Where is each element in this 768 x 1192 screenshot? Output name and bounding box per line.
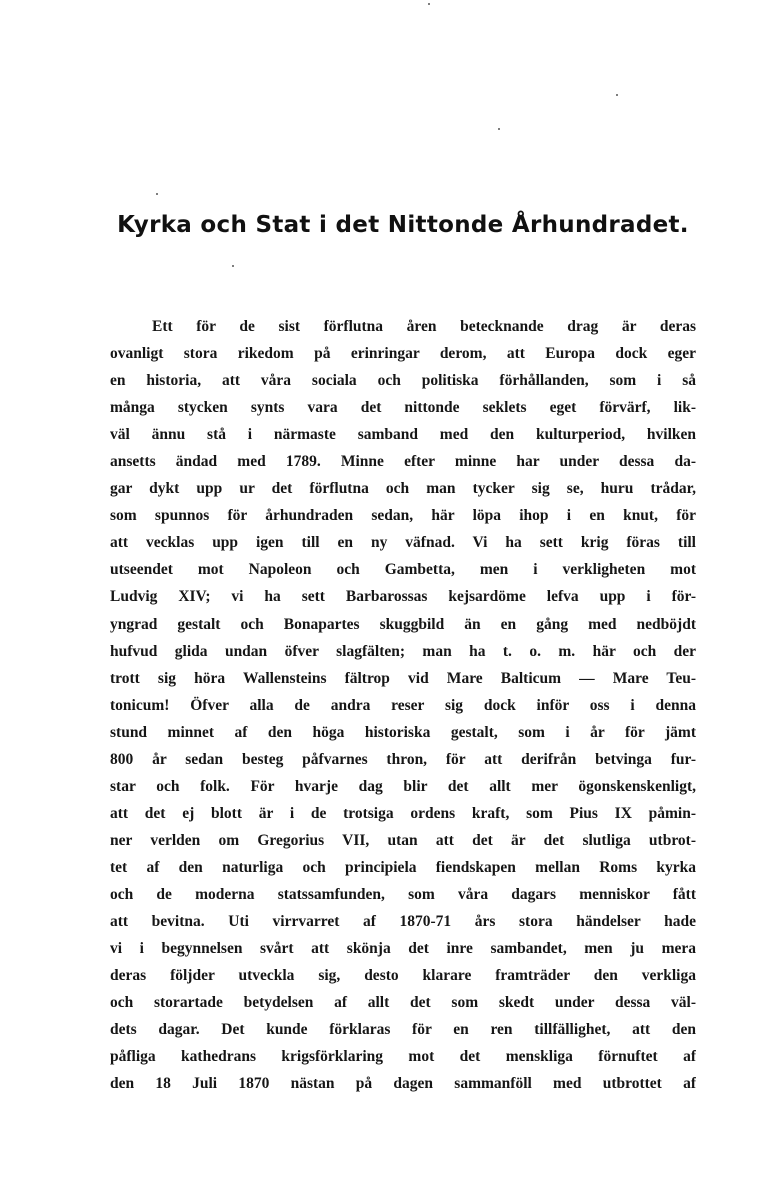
text-line: ner verlden om Gregorius VII, utan att det är det slutliga utbrot- bbox=[110, 831, 696, 849]
body-paragraph bbox=[110, 313, 696, 1097]
text-line: tonicum! Öfver alla de andra reser sig dock inför oss i denna bbox=[110, 696, 696, 714]
text-line: gar dykt upp ur det förflutna och man tycker sig se, huru trådar, bbox=[110, 480, 696, 498]
text-line: utseendet mot Napoleon och Gambetta, men i verkligheten mot bbox=[110, 561, 696, 579]
scan-speck bbox=[232, 265, 234, 267]
text-line: vi i begynnelsen svårt att skönja det inre sambandet, men ju mera bbox=[110, 940, 696, 958]
text-line: att vecklas upp igen till en ny väfnad. Vi ha sett krig föras till bbox=[110, 534, 696, 552]
scan-speck bbox=[428, 3, 430, 5]
text-line: deras följder utveckla sig, desto klarare framträder den verkliga bbox=[110, 967, 696, 985]
text-line: star och folk. För hvarje dag blir det allt mer ögonskenskenligt, bbox=[110, 777, 696, 795]
text-line: att bevitna. Uti virrvarret af 1870-71 års stora händelser hade bbox=[110, 913, 696, 931]
scan-speck bbox=[498, 128, 500, 130]
text-line: hufvud glida undan öfver slagfälten; man ha t. o. m. här och der bbox=[110, 642, 696, 660]
chapter-title: Kyrka och Stat i det Nittonde Århundradet. bbox=[117, 212, 689, 238]
text-line: Ett för de sist förflutna åren betecknande drag är deras bbox=[152, 318, 696, 335]
text-line: väl ännu stå i närmaste samband med den kulturperiod, hvilken bbox=[110, 426, 696, 444]
text-line: och de moderna statssamfunden, som våra dagars menniskor fått bbox=[110, 885, 696, 903]
text-line: yngrad gestalt och Bonapartes skuggbild än en gång med nedböjdt bbox=[110, 615, 696, 633]
text-line: som spunnos för århundraden sedan, här löpa ihop i en knut, för bbox=[110, 507, 696, 525]
text-line: tet af den naturliga och principiela fiendskapen mellan Roms kyrka bbox=[110, 858, 696, 876]
text-line: den 18 Juli 1870 nästan på dagen sammanföll med utbrottet af bbox=[110, 1075, 696, 1093]
text-line: en historia, att våra sociala och politiska förhållanden, som i så bbox=[110, 372, 696, 390]
scan-speck bbox=[156, 193, 158, 195]
text-line: ovanligt stora rikedom på erinringar derom, att Europa dock eger bbox=[110, 345, 696, 363]
text-line: trott sig höra Wallensteins fältrop vid Mare Balticum — Mare Teu- bbox=[110, 669, 696, 687]
text-line: ansetts ändad med 1789. Minne efter minne har under dessa da- bbox=[110, 453, 696, 471]
scan-speck bbox=[616, 94, 618, 96]
text-line: många stycken synts vara det nittonde seklets eget förvärf, lik- bbox=[110, 399, 696, 417]
text-line: och storartade betydelsen af allt det som skedt under dessa väl- bbox=[110, 994, 696, 1012]
text-line: Ludvig XIV; vi ha sett Barbarossas kejsardöme lefva upp i för- bbox=[110, 588, 696, 606]
text-line: stund minnet af den höga historiska gestalt, som i år för jämt bbox=[110, 723, 696, 741]
text-line: påfliga kathedrans krigsförklaring mot det menskliga förnuftet af bbox=[110, 1048, 696, 1066]
text-line: att det ej blott är i de trotsiga ordens kraft, som Pius IX påmin- bbox=[110, 804, 696, 822]
text-line: dets dagar. Det kunde förklaras för en ren tillfällighet, att den bbox=[110, 1021, 696, 1039]
text-line: 800 år sedan besteg påfvarnes thron, för att derifrån betvinga fur- bbox=[110, 750, 696, 768]
